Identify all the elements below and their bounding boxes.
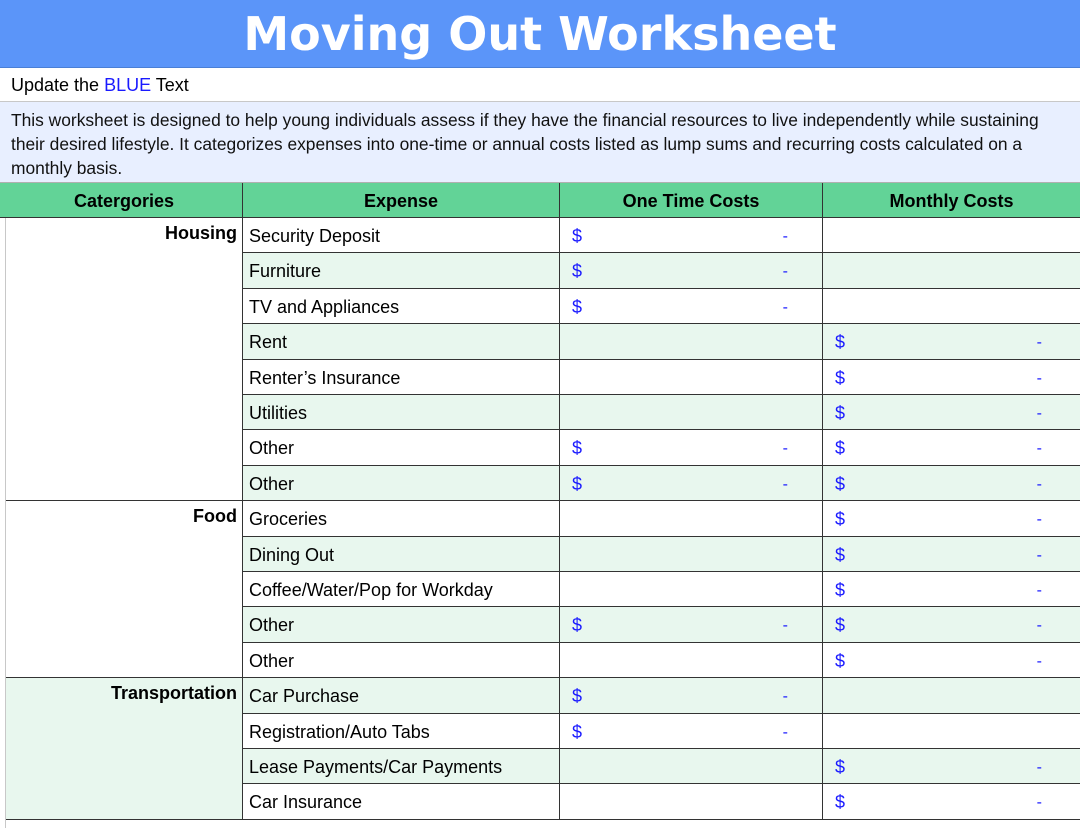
empty-value: - [1036, 511, 1042, 529]
empty-value: - [1036, 582, 1042, 599]
title-bar [0, 0, 1080, 68]
monthly-cell[interactable] [823, 643, 1080, 678]
currency-symbol: $ [835, 403, 846, 423]
expense-cell[interactable]: Utilities [243, 395, 560, 430]
expense-cell[interactable]: Rent [243, 324, 560, 359]
one-time-cell[interactable] [560, 572, 823, 607]
currency-symbol: $ [572, 721, 583, 742]
currency-symbol: $ [835, 332, 846, 353]
header-categories[interactable]: Catergories [6, 183, 243, 217]
one-time-cell[interactable] [560, 537, 823, 572]
monthly-cell[interactable] [823, 607, 1080, 642]
expense-cell[interactable]: Car Purchase [243, 678, 560, 713]
empty-value: - [1036, 794, 1042, 812]
table-row [0, 218, 1080, 253]
monthly-cell[interactable] [823, 253, 1080, 288]
one-time-cell[interactable] [560, 678, 823, 713]
table-row [0, 572, 1080, 607]
currency-symbol: $ [572, 615, 583, 636]
category-cell-housing[interactable]: Housing [6, 218, 243, 501]
empty-value: - [1036, 617, 1042, 635]
empty-value: - [782, 263, 788, 281]
monthly-cell[interactable] [823, 749, 1080, 784]
currency-symbol: $ [835, 650, 846, 671]
monthly-cell[interactable] [823, 678, 1080, 713]
category-cell-food[interactable]: Food [6, 501, 243, 678]
table-row [0, 501, 1080, 536]
currency-symbol: $ [835, 509, 846, 530]
table-row [0, 537, 1080, 572]
one-time-cell[interactable] [560, 324, 823, 359]
empty-value: - [1036, 405, 1042, 422]
empty-value: - [782, 723, 788, 741]
empty-value: - [782, 475, 788, 493]
table-row [0, 784, 1080, 819]
one-time-cell[interactable] [560, 607, 823, 642]
table-row [0, 360, 1080, 395]
empty-value: - [1036, 369, 1042, 387]
empty-value: - [782, 688, 788, 706]
empty-value: - [782, 440, 788, 458]
expense-cell[interactable]: Groceries [243, 501, 560, 536]
one-time-cell[interactable] [560, 289, 823, 324]
one-time-cell[interactable] [560, 395, 823, 430]
currency-symbol: $ [835, 367, 846, 388]
expense-cell[interactable]: Renter’s Insurance [243, 360, 560, 395]
table-row [0, 430, 1080, 465]
empty-value: - [782, 228, 788, 245]
one-time-cell[interactable] [560, 714, 823, 749]
empty-value: - [782, 298, 788, 316]
currency-symbol: $ [572, 296, 583, 317]
description-cell[interactable]: This worksheet is designed to help young individuals assess if they have the financial resources to live independently while sustaining their desired lifestyle. It categorizes expenses into one-time or annual costs listed as lump sums and recurring costs calculated on a monthly basis. [0, 102, 1080, 183]
one-time-cell[interactable] [560, 643, 823, 678]
empty-value: - [1036, 334, 1042, 352]
currency-symbol: $ [572, 226, 583, 246]
empty-value: - [1036, 475, 1042, 493]
expense-cell[interactable]: Other [243, 643, 560, 678]
header-row [0, 183, 1080, 218]
table-row [0, 466, 1080, 501]
expense-cell[interactable]: Car Insurance [243, 784, 560, 819]
currency-symbol: $ [835, 615, 846, 636]
expense-cell[interactable]: TV and Appliances [243, 289, 560, 324]
monthly-cell[interactable] [823, 218, 1080, 253]
expense-cell[interactable]: Other [243, 430, 560, 465]
one-time-cell[interactable] [560, 218, 823, 253]
header-expense[interactable]: Expense [243, 183, 560, 217]
currency-symbol: $ [835, 792, 846, 813]
expense-cell[interactable]: Registration/Auto Tabs [243, 714, 560, 749]
table-row [0, 607, 1080, 642]
one-time-cell[interactable] [560, 749, 823, 784]
empty-value: - [1036, 759, 1042, 776]
table-row [0, 395, 1080, 430]
table-row [0, 253, 1080, 288]
monthly-cell[interactable] [823, 501, 1080, 536]
monthly-cell[interactable] [823, 430, 1080, 465]
expense-cell[interactable]: Other [243, 607, 560, 642]
monthly-cell[interactable] [823, 466, 1080, 501]
one-time-cell[interactable] [560, 784, 823, 819]
instruction-suffix: Text [151, 75, 189, 95]
currency-symbol: $ [835, 580, 846, 600]
table-row [0, 643, 1080, 678]
currency-symbol: $ [572, 261, 583, 282]
monthly-cell[interactable] [823, 537, 1080, 572]
instruction-highlight: BLUE [104, 75, 152, 95]
expense-cell[interactable]: Security Deposit [243, 218, 560, 253]
table-row [0, 749, 1080, 784]
category-cell-transportation[interactable]: Transportation [6, 678, 243, 820]
table-row [0, 324, 1080, 359]
currency-symbol: $ [835, 757, 846, 777]
empty-value: - [782, 617, 788, 635]
header-one-time-costs[interactable]: One Time Costs [560, 183, 823, 217]
monthly-cell[interactable] [823, 360, 1080, 395]
currency-symbol: $ [835, 473, 846, 494]
monthly-cell[interactable] [823, 572, 1080, 607]
expense-cell[interactable]: Dining Out [243, 537, 560, 572]
empty-value: - [1036, 440, 1042, 458]
currency-symbol: $ [835, 544, 846, 565]
monthly-cell[interactable] [823, 395, 1080, 430]
instruction-prefix: Update the [11, 75, 105, 95]
expense-cell[interactable]: Lease Payments/Car Payments [243, 749, 560, 784]
currency-symbol: $ [572, 438, 583, 459]
instruction-row[interactable] [0, 68, 1080, 102]
one-time-cell[interactable] [560, 253, 823, 288]
table-row [0, 678, 1080, 713]
monthly-cell[interactable] [823, 324, 1080, 359]
currency-symbol: $ [835, 438, 846, 459]
monthly-cell[interactable] [823, 784, 1080, 819]
monthly-cell[interactable] [823, 289, 1080, 324]
currency-symbol: $ [572, 473, 583, 494]
expense-cell[interactable]: Furniture [243, 253, 560, 288]
table-row [0, 289, 1080, 324]
expense-cell[interactable]: Other [243, 466, 560, 501]
header-monthly-costs[interactable]: Monthly Costs [889, 191, 1014, 211]
one-time-cell[interactable] [560, 430, 823, 465]
table-row [0, 714, 1080, 749]
worksheet-title[interactable]: Moving Out Worksheet [243, 6, 837, 61]
empty-value: - [1036, 546, 1042, 564]
monthly-cell[interactable] [823, 714, 1080, 749]
expense-cell[interactable]: Coffee/Water/Pop for Workday [243, 572, 560, 607]
empty-value: - [1036, 652, 1042, 670]
currency-symbol: $ [572, 686, 583, 707]
one-time-cell[interactable] [560, 501, 823, 536]
one-time-cell[interactable] [560, 360, 823, 395]
one-time-cell[interactable] [560, 466, 823, 501]
